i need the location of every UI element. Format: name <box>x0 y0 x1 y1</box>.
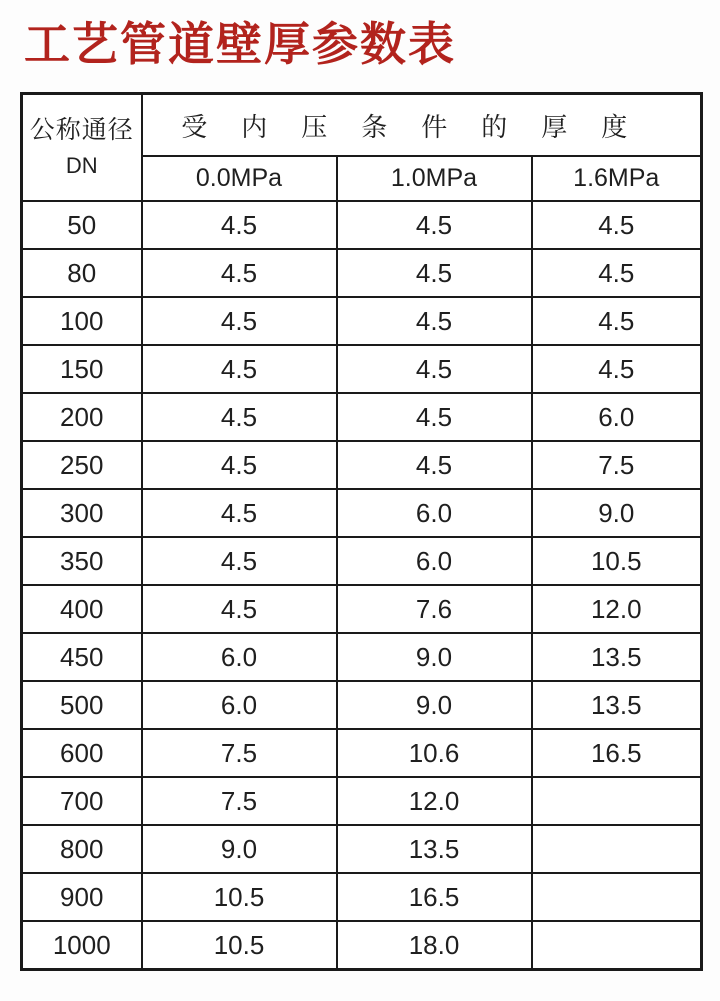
value-cell <box>532 921 702 970</box>
value-cell: 4.5 <box>142 297 337 345</box>
dn-cell: 150 <box>22 345 142 393</box>
dn-cell: 350 <box>22 537 142 585</box>
dn-cell: 1000 <box>22 921 142 970</box>
value-cell: 9.0 <box>532 489 702 537</box>
corner-header-line2: DN <box>65 153 98 179</box>
pressure-header-0: 0.0MPa <box>142 156 337 201</box>
value-cell: 13.5 <box>532 681 702 729</box>
table-row <box>22 777 702 825</box>
value-cell: 9.0 <box>337 681 532 729</box>
table-row <box>22 585 702 633</box>
dn-cell: 100 <box>22 297 142 345</box>
value-cell: 7.5 <box>532 441 702 489</box>
dn-cell: 200 <box>22 393 142 441</box>
table-row <box>22 441 702 489</box>
value-cell <box>532 825 702 873</box>
dn-cell: 250 <box>22 441 142 489</box>
dn-cell: 800 <box>22 825 142 873</box>
value-cell: 10.5 <box>142 873 337 921</box>
value-cell: 4.5 <box>337 441 532 489</box>
value-cell: 7.5 <box>142 729 337 777</box>
corner-header-line1: 公称通径 <box>29 116 134 145</box>
table-body <box>22 201 702 970</box>
value-cell: 12.0 <box>337 777 532 825</box>
wall-thickness-table <box>20 92 703 971</box>
dn-cell: 900 <box>22 873 142 921</box>
table-row <box>22 249 702 297</box>
value-cell: 4.5 <box>142 393 337 441</box>
value-cell: 16.5 <box>337 873 532 921</box>
span-header-cell: 受内压条件的厚度 <box>142 94 702 157</box>
table-row <box>22 345 702 393</box>
value-cell: 6.0 <box>142 633 337 681</box>
value-cell <box>532 777 702 825</box>
value-cell: 9.0 <box>337 633 532 681</box>
corner-header-cell <box>22 94 142 202</box>
dn-cell: 50 <box>22 201 142 249</box>
value-cell: 4.5 <box>142 201 337 249</box>
value-cell: 13.5 <box>337 825 532 873</box>
value-cell: 4.5 <box>142 489 337 537</box>
value-cell: 4.5 <box>337 249 532 297</box>
page-title: 工艺管道壁厚参数表 <box>24 18 456 70</box>
value-cell: 4.5 <box>142 537 337 585</box>
table-row <box>22 537 702 585</box>
value-cell: 4.5 <box>337 393 532 441</box>
value-cell: 7.6 <box>337 585 532 633</box>
table-row <box>22 297 702 345</box>
pressure-header-1: 1.0MPa <box>337 156 532 201</box>
value-cell: 4.5 <box>142 345 337 393</box>
dn-cell: 300 <box>22 489 142 537</box>
header-row-1 <box>22 94 702 157</box>
table-row <box>22 201 702 249</box>
table-row <box>22 873 702 921</box>
table-row <box>22 921 702 970</box>
value-cell: 6.0 <box>337 489 532 537</box>
value-cell: 9.0 <box>142 825 337 873</box>
table-row <box>22 681 702 729</box>
table-row <box>22 633 702 681</box>
value-cell: 10.5 <box>142 921 337 970</box>
value-cell: 4.5 <box>337 345 532 393</box>
value-cell: 4.5 <box>532 297 702 345</box>
dn-cell: 500 <box>22 681 142 729</box>
value-cell: 10.5 <box>532 537 702 585</box>
dn-cell: 450 <box>22 633 142 681</box>
dn-cell: 80 <box>22 249 142 297</box>
value-cell: 10.6 <box>337 729 532 777</box>
value-cell: 12.0 <box>532 585 702 633</box>
value-cell: 4.5 <box>142 249 337 297</box>
value-cell: 4.5 <box>142 441 337 489</box>
value-cell <box>532 873 702 921</box>
dn-cell: 400 <box>22 585 142 633</box>
value-cell: 6.0 <box>337 537 532 585</box>
value-cell: 6.0 <box>142 681 337 729</box>
value-cell: 4.5 <box>532 345 702 393</box>
value-cell: 13.5 <box>532 633 702 681</box>
value-cell: 4.5 <box>142 585 337 633</box>
value-cell: 4.5 <box>532 201 702 249</box>
pressure-header-2: 1.6MPa <box>532 156 702 201</box>
dn-cell: 700 <box>22 777 142 825</box>
table-row <box>22 489 702 537</box>
table-row <box>22 825 702 873</box>
value-cell: 4.5 <box>532 249 702 297</box>
value-cell: 16.5 <box>532 729 702 777</box>
dn-cell: 600 <box>22 729 142 777</box>
value-cell: 18.0 <box>337 921 532 970</box>
table-row <box>22 393 702 441</box>
value-cell: 4.5 <box>337 201 532 249</box>
value-cell: 6.0 <box>532 393 702 441</box>
table-header <box>22 94 702 202</box>
value-cell: 4.5 <box>337 297 532 345</box>
value-cell: 7.5 <box>142 777 337 825</box>
table-row <box>22 729 702 777</box>
